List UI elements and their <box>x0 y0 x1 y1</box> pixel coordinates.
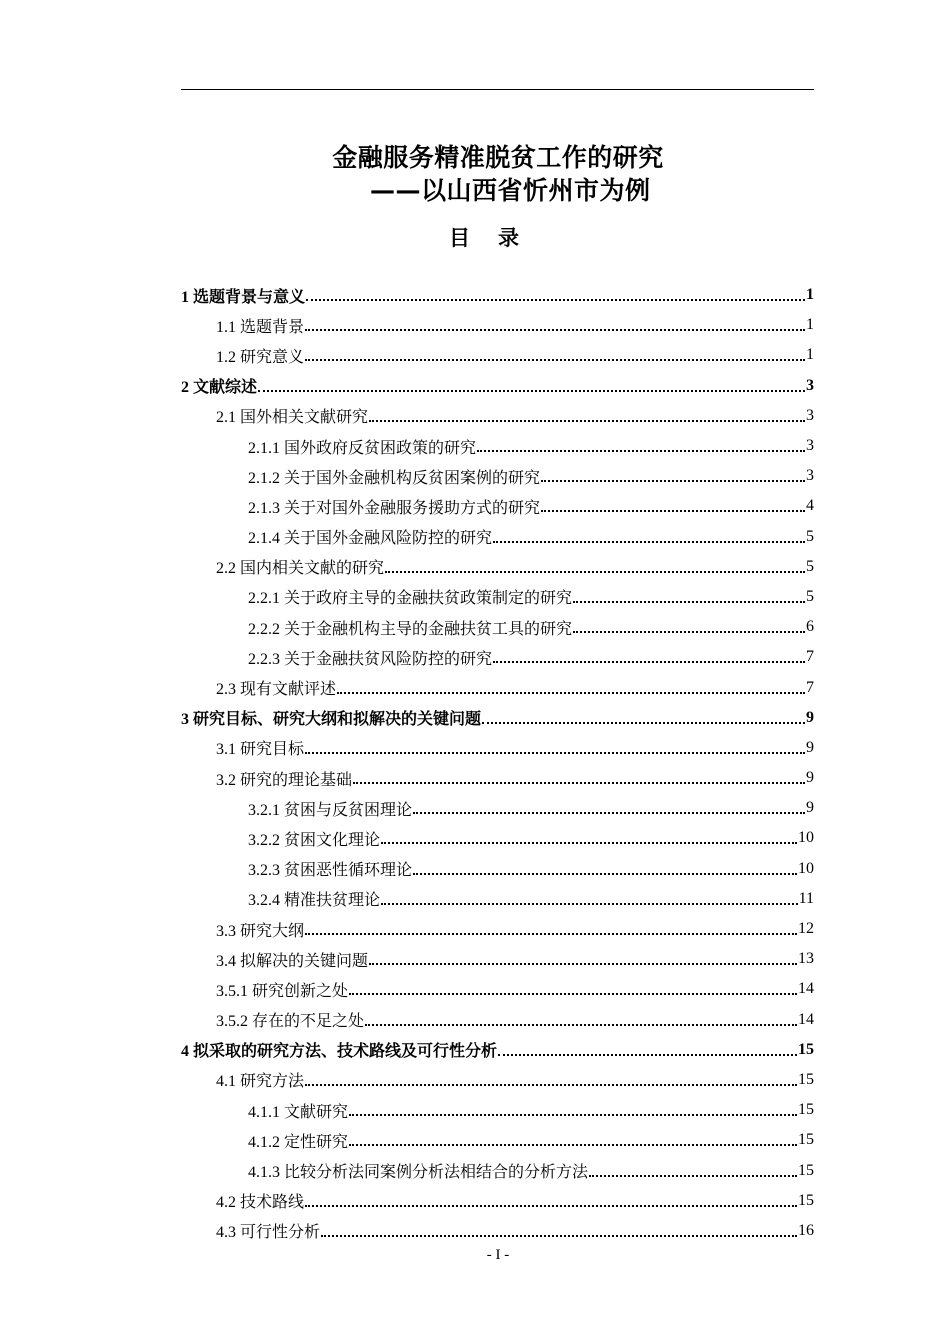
toc-dot-leader <box>385 571 805 573</box>
toc-entry[interactable] <box>181 914 814 944</box>
toc-entry-page: 5 <box>806 557 814 575</box>
toc-dot-leader <box>482 722 805 724</box>
toc-entry-page: 10 <box>798 859 814 877</box>
toc-entry[interactable] <box>181 763 814 793</box>
toc-entry-label: 2.2.3 关于金融扶贫风险防控的研究 <box>248 650 493 668</box>
toc-dot-leader <box>365 1024 797 1026</box>
toc-entry-page: 15 <box>798 1070 814 1088</box>
toc-entry-page: 9 <box>806 738 814 756</box>
toc-entry-label: 3.2.1 贫困与反贫困理论 <box>248 801 413 819</box>
toc-dot-leader <box>541 510 805 512</box>
toc-dot-leader <box>353 782 805 784</box>
toc-dot-leader <box>369 420 805 422</box>
toc-entry[interactable] <box>181 672 814 702</box>
toc-entry-page: 16 <box>798 1221 814 1239</box>
toc-entry[interactable] <box>181 522 814 552</box>
toc-dot-leader <box>369 963 797 965</box>
toc-entry-page: 3 <box>806 376 814 394</box>
toc-entry-page: 15 <box>798 1040 814 1058</box>
toc-entry[interactable] <box>181 552 814 582</box>
toc-entry-label: 4.1.3 比较分析法同案例分析法相结合的分析方法 <box>248 1164 589 1182</box>
toc-entry-label: 4.1 研究方法 <box>216 1073 305 1091</box>
toc-entry-page: 7 <box>806 648 814 666</box>
toc-entry[interactable] <box>181 582 814 612</box>
toc-entry-label: 3.3 研究大纲 <box>216 922 305 940</box>
toc-dot-leader <box>477 450 805 452</box>
toc-dot-leader <box>413 812 805 814</box>
toc-entry-label: 1.2 研究意义 <box>216 348 305 366</box>
toc-entry[interactable] <box>181 461 814 491</box>
toc-dot-leader <box>349 993 797 995</box>
toc-entry-label: 4.1.1 文献研究 <box>248 1103 349 1121</box>
toc-entry-page: 3 <box>806 406 814 424</box>
toc-entry[interactable] <box>181 823 814 853</box>
toc-entry[interactable] <box>181 1125 814 1155</box>
toc-entry[interactable] <box>181 1065 814 1095</box>
toc-entry-page: 1 <box>806 346 814 364</box>
toc-entry[interactable] <box>181 1095 814 1125</box>
toc-entry-page: 15 <box>798 1161 814 1179</box>
toc-entry-label: 2.1.4 关于国外金融风险防控的研究 <box>248 530 493 548</box>
toc-dot-leader <box>493 661 805 663</box>
toc-entry-page: 5 <box>806 587 814 605</box>
toc-entry[interactable] <box>181 401 814 431</box>
toc-entry-label: 3.1 研究目标 <box>216 741 305 759</box>
toc-dot-leader <box>573 631 805 633</box>
toc-entry-page: 4 <box>806 497 814 515</box>
header-rule <box>181 89 814 90</box>
toc-entry-label: 2 文献综述 <box>181 379 258 397</box>
toc-entry-page: 13 <box>798 950 814 968</box>
toc-entry-label: 2.2.1 关于政府主导的金融扶贫政策制定的研究 <box>248 590 573 608</box>
toc-entry-page: 1 <box>806 286 814 304</box>
toc-entry-page: 10 <box>798 829 814 847</box>
toc-entry-label: 2.2.2 关于金融机构主导的金融扶贫工具的研究 <box>248 620 573 638</box>
toc-entry[interactable] <box>181 1186 814 1216</box>
toc-entry-label: 3.5.1 研究创新之处 <box>216 982 349 1000</box>
toc-entry-page: 14 <box>798 980 814 998</box>
toc-dot-leader <box>305 1205 797 1207</box>
toc-entry-label: 4 拟采取的研究方法、技术路线及可行性分析 <box>181 1043 498 1061</box>
toc-entry-page: 12 <box>798 920 814 938</box>
toc-dot-leader <box>381 842 797 844</box>
toc-entry-page: 15 <box>798 1191 814 1209</box>
toc-entry-label: 3.2 研究的理论基础 <box>216 771 353 789</box>
toc-entry[interactable] <box>181 340 814 370</box>
toc-entry-page: 5 <box>806 527 814 545</box>
toc-dot-leader <box>498 1054 797 1056</box>
toc-entry[interactable] <box>181 612 814 642</box>
toc-entry[interactable] <box>181 280 814 310</box>
toc-dot-leader <box>306 299 805 301</box>
toc-dot-leader <box>337 692 805 694</box>
toc-entry-label: 3.4 拟解决的关键问题 <box>216 952 369 970</box>
toc-dot-leader <box>589 1175 797 1177</box>
toc-dot-leader <box>573 601 805 603</box>
toc-dot-leader <box>493 541 805 543</box>
toc-entry-page: 9 <box>806 769 814 787</box>
toc-entry[interactable] <box>181 431 814 461</box>
toc-dot-leader <box>381 903 798 905</box>
toc-entry-label: 2.1.3 关于对国外金融服务援助方式的研究 <box>248 499 541 517</box>
toc-entry-label: 3 研究目标、研究大纲和拟解决的关键问题 <box>181 711 482 729</box>
toc-dot-leader <box>321 1235 797 1237</box>
toc-entry-page: 9 <box>806 799 814 817</box>
toc-entry-label: 2.1.2 关于国外金融机构反贫困案例的研究 <box>248 469 541 487</box>
toc-entry-page: 6 <box>806 618 814 636</box>
toc-entry-label: 3.2.2 贫困文化理论 <box>248 831 381 849</box>
toc-entry-label: 3.5.2 存在的不足之处 <box>216 1013 365 1031</box>
toc-dot-leader <box>305 359 805 361</box>
toc-entry[interactable] <box>181 974 814 1004</box>
toc-entry-label: 1.1 选题背景 <box>216 318 305 336</box>
toc-entry-label: 2.1 国外相关文献研究 <box>216 409 369 427</box>
toc-entry[interactable] <box>181 1216 814 1246</box>
toc-entry-label: 1 选题背景与意义 <box>181 288 306 306</box>
toc-entry-page: 15 <box>798 1131 814 1149</box>
toc-entry[interactable] <box>181 733 814 763</box>
toc-entry-label: 2.2 国内相关文献的研究 <box>216 560 385 578</box>
toc-entry-page: 1 <box>806 316 814 334</box>
toc-entry[interactable] <box>181 884 814 914</box>
toc-entry-page: 14 <box>798 1010 814 1028</box>
toc-dot-leader <box>305 752 805 754</box>
page-number: - I - <box>486 1247 510 1263</box>
toc-entry-page: 3 <box>806 437 814 455</box>
toc-entry[interactable] <box>181 703 814 733</box>
toc-entry-label: 3.2.4 精准扶贫理论 <box>248 892 381 910</box>
toc-entry[interactable] <box>181 310 814 340</box>
toc-dot-leader <box>349 1114 797 1116</box>
toc-entry[interactable] <box>181 1005 814 1035</box>
toc-entry-page: 3 <box>806 467 814 485</box>
toc-entry[interactable] <box>181 1155 814 1185</box>
document-title: 金融服务精准脱贫工作的研究 <box>332 143 664 172</box>
document-subtitle: ——以山西省忻州市为例 <box>370 176 651 205</box>
toc-entry[interactable] <box>181 854 814 884</box>
toc-entry-page: 7 <box>806 678 814 696</box>
toc-entry[interactable] <box>181 944 814 974</box>
toc-entry-label: 4.2 技术路线 <box>216 1194 305 1212</box>
toc-dot-leader <box>349 1144 797 1146</box>
toc-entry-page: 11 <box>798 889 814 907</box>
toc-entry-label: 4.1.2 定性研究 <box>248 1133 349 1151</box>
toc-entry-label: 2.1.1 国外政府反贫困政策的研究 <box>248 439 477 457</box>
toc-entry[interactable] <box>181 491 814 521</box>
toc-entry[interactable] <box>181 793 814 823</box>
toc-entry-page: 9 <box>806 708 814 726</box>
table-of-contents <box>181 280 814 1246</box>
toc-entry-label: 3.2.3 贫困恶性循环理论 <box>248 862 413 880</box>
toc-heading: 目录 <box>449 226 547 250</box>
toc-entry-label: 2.3 现有文献评述 <box>216 681 337 699</box>
toc-entry-page: 15 <box>798 1101 814 1119</box>
toc-dot-leader <box>413 873 797 875</box>
toc-dot-leader <box>258 390 805 392</box>
toc-dot-leader <box>305 329 805 331</box>
toc-dot-leader <box>305 1084 797 1086</box>
toc-entry-label: 4.3 可行性分析 <box>216 1224 321 1242</box>
toc-dot-leader <box>541 480 805 482</box>
toc-entry[interactable] <box>181 1035 814 1065</box>
toc-entry[interactable] <box>181 642 814 672</box>
toc-dot-leader <box>305 933 797 935</box>
toc-entry[interactable] <box>181 371 814 401</box>
